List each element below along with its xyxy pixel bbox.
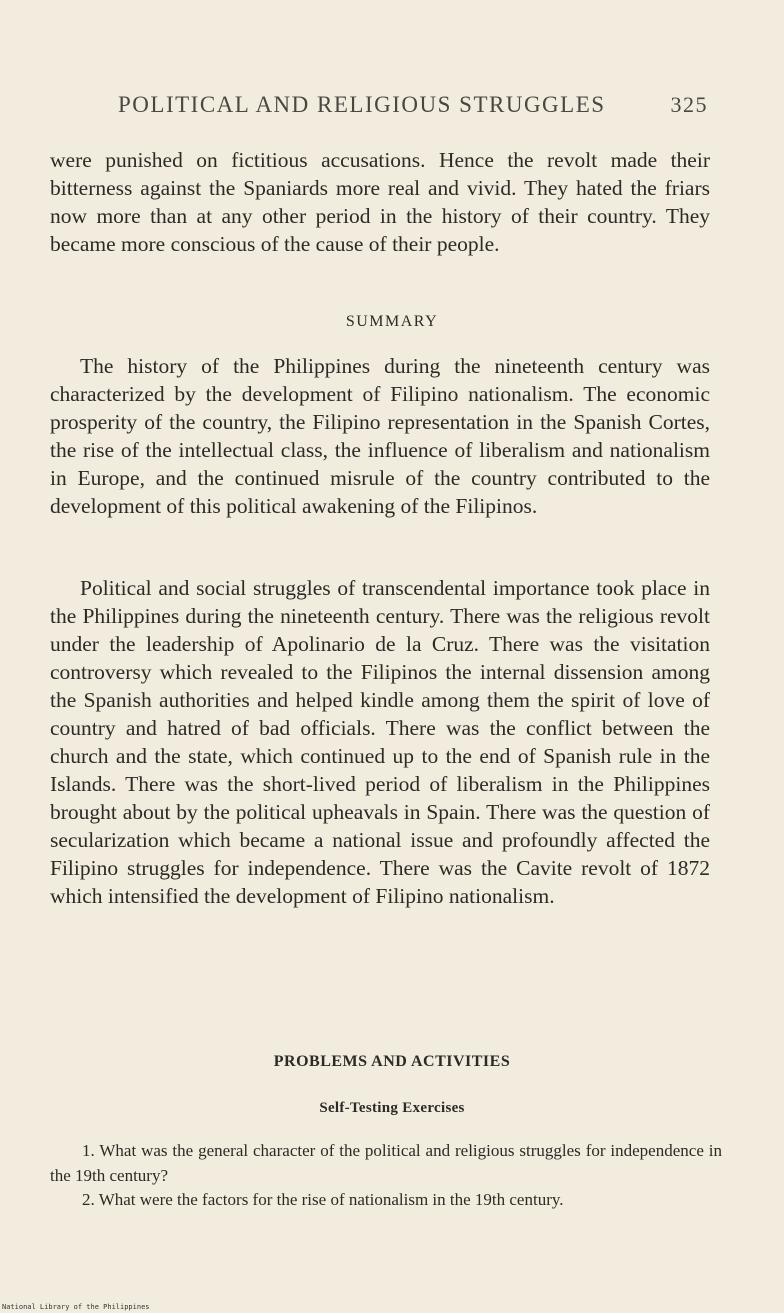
running-title: POLITICAL AND RELIGIOUS STRUGGLES xyxy=(118,92,606,117)
summary-paragraph: Political and social struggles of transcendental importance took place in the Philippines during the nineteenth century. There was the religious revolt under the leadership of Apolinario de la Cruz. There was the visitation controversy which revealed to the Filipinos the internal dissension among the Spanish authorities and helped kindle among them the spirit of love of country and hatred of bad officials. There was the conflict between the church and the state, which continued up to the end of Spanish rule in the Islands. There was the short-lived period of liberalism in the Philippines brought about by the political upheavals in Spain. There was the question of secularization which became a national issue and profoundly affected the Filipino struggles for independence. There was the Cavite revolt of 1872 which intensified the development of Filipino nationalism. xyxy=(50,576,710,908)
page-number: 325 xyxy=(670,92,708,117)
summary-paragraph: The history of the Philippines during the nineteenth century was characterized by the development of Filipino nationalism. The economic prosperity of the country, the Filipino representation in the Spanish Cortes, the rise of the intellectual class, the influence of liberalism and nationalism in Europe, and the continued misrule of the country contributed to the development of this political awakening of the Filipinos. xyxy=(50,354,710,518)
intro-paragraph: were punished on fictitious accusations. Hence the revolt made their bitterness against the Spaniards more real and vivid. They hated the friars now more than at any other period in the history of their country. They became more conscious of the cause of their people. xyxy=(50,148,710,256)
exercise-item: 1. What was the general character of the political and religious struggles for independence in the 19th century? xyxy=(50,1141,722,1185)
summary-heading: SUMMARY xyxy=(345,313,439,330)
problems-heading: PROBLEMS AND ACTIVITIES xyxy=(273,1053,511,1070)
library-footer: National Library of the Philippines xyxy=(2,1303,150,1311)
self-testing-heading: Self-Testing Exercises xyxy=(319,1100,465,1116)
exercise-item: 2. What were the factors for the rise of nationalism in the 19th century. xyxy=(82,1190,564,1209)
